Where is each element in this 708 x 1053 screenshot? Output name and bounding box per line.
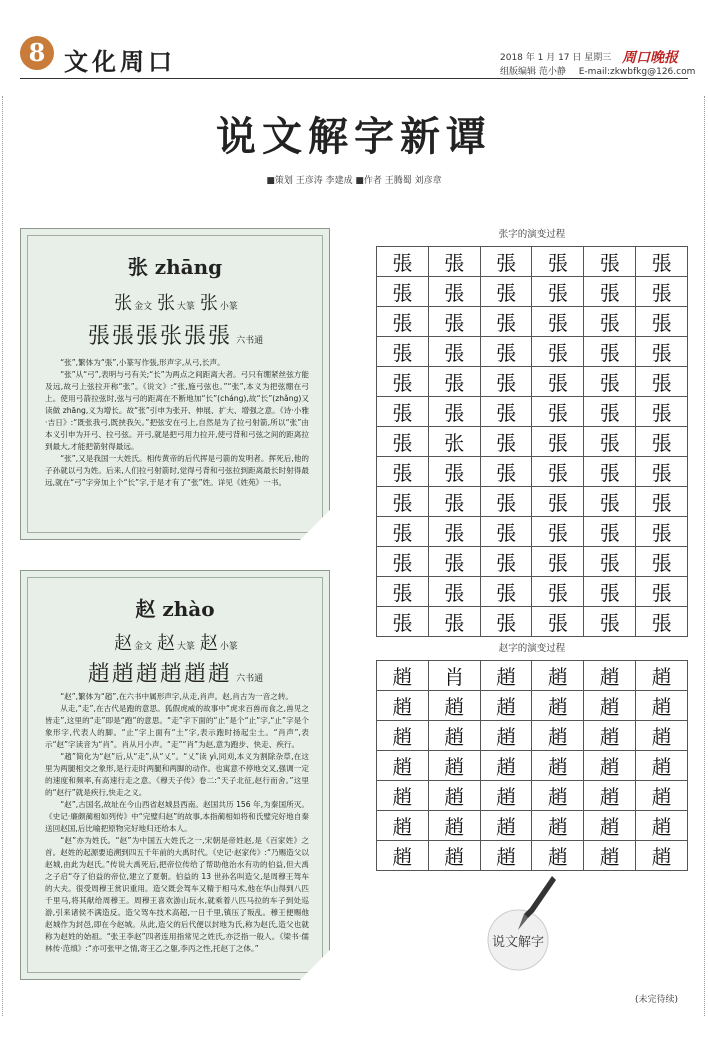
- zhang-grid-cell: 張: [532, 397, 584, 427]
- zhang-grid-row: [377, 277, 688, 307]
- zhang-grid-cell: 張: [377, 517, 429, 547]
- zhao-grid-cell: 趙: [636, 691, 688, 721]
- zhao-grid-cell: 趙: [584, 811, 636, 841]
- zhao-grid-row: [377, 661, 688, 691]
- to-be-continued: (未完待续): [634, 995, 678, 1005]
- article-title: 说文解字新谭: [216, 113, 492, 160]
- zhang-grid-cell: 張: [584, 547, 636, 577]
- zhao-grid-cell: 趙: [532, 691, 584, 721]
- zhao-grid-row: [377, 811, 688, 841]
- zhao-grid-cell: 趙: [480, 661, 532, 691]
- zhang-grid-row: [377, 577, 688, 607]
- zhang-grid-cell: 張: [584, 577, 636, 607]
- zhao-grid-row: [377, 841, 688, 871]
- zhang-grid-cell: 張: [584, 607, 636, 637]
- date-line: 2018 年 1 月 17 日 星期三: [500, 53, 612, 63]
- zhao-grid-cell: 趙: [480, 811, 532, 841]
- zhang-grid-cell: 張: [377, 427, 429, 457]
- zhang-grid-cell: 張: [480, 337, 532, 367]
- zhang-form-label: 大篆: [176, 302, 195, 312]
- zhang-grid-cell: 張: [532, 277, 584, 307]
- zhao-grid-cell: 趙: [377, 841, 429, 871]
- zhang-grid-cell: 張: [532, 517, 584, 547]
- zhang-grid-cell: 張: [480, 397, 532, 427]
- zhang-grid-cell: 張: [584, 457, 636, 487]
- zhao-paragraph: “趙”简化为“赵”后,从“走”,从“乂”。“乂”读 yì,同刈,本义为割除杂草,在这里为两腿相交之象形,是行走时两腿和两脚的动作。也寓意不停地交叉,强调一定的速度和频率,有高速行走之意。《穆天子传》卷二:“天子北征,赵行而舍。”这里的“赵行”就是疾行,快走之义。: [45, 752, 309, 797]
- zhang-grid-cell: 張: [428, 577, 480, 607]
- zhao-grid-cell: 趙: [428, 781, 480, 811]
- zhao-grid-cell: 肖: [428, 661, 480, 691]
- zhang-grid-cell: 張: [377, 307, 429, 337]
- zhang-grid-cell: 張: [532, 547, 584, 577]
- section-name: 文化周口: [64, 47, 176, 76]
- zhao-grid-row: [377, 751, 688, 781]
- header-meta: [500, 50, 696, 78]
- zhao-grid-cell: 趙: [480, 781, 532, 811]
- zhang-grid-cell: 張: [480, 577, 532, 607]
- zhang-grid-cell: 張: [480, 457, 532, 487]
- zhao-grid-caption: 赵字的演变过程: [498, 643, 566, 654]
- zhang-grid-cell: 張: [428, 367, 480, 397]
- page-number: 8: [20, 36, 54, 70]
- zhao-grid-cell: 趙: [377, 781, 429, 811]
- zhao-grid-cell: 趙: [636, 841, 688, 871]
- zhang-grid-row: [377, 337, 688, 367]
- zhang-grid-cell: 張: [636, 277, 688, 307]
- zhao-grid-cell: 趙: [377, 691, 429, 721]
- zhang-grid-cell: 張: [428, 397, 480, 427]
- zhang-grid-cell: 張: [377, 547, 429, 577]
- zhao-grid-cell: 趙: [532, 781, 584, 811]
- right-edge-divider: [701, 96, 705, 1016]
- zhao-form-label: 小篆: [219, 642, 238, 652]
- editor-line: 组版编辑 范小静: [500, 67, 566, 77]
- zhao-grid-cell: 趙: [532, 841, 584, 871]
- zhang-grid-row: [377, 307, 688, 337]
- zhang-grid-cell: 張: [532, 337, 584, 367]
- zhao-grid-cell: 趙: [428, 691, 480, 721]
- zhang-grid-cell: 張: [377, 577, 429, 607]
- zhao-grid-cell: 趙: [480, 841, 532, 871]
- zhang-grid-row: [377, 427, 688, 457]
- zhao-paragraph: “赵”,繁体为“趙”,在六书中属形声字,从走,肖声。赵,肖古为一音之转。: [60, 692, 294, 701]
- zhao-grid-cell: 趙: [480, 721, 532, 751]
- zhang-form-glyph: 张: [114, 293, 133, 314]
- zhao-grid-cell: 趙: [377, 721, 429, 751]
- zhang-grid-cell: 張: [636, 397, 688, 427]
- zhao-grid-cell: 趙: [584, 691, 636, 721]
- zhang-grid-cell: 張: [532, 247, 584, 277]
- zhao-liushu-glyph: 趙: [159, 662, 182, 687]
- zhang-grid-cell: 張: [428, 247, 480, 277]
- zhang-grid-cell: 張: [636, 517, 688, 547]
- zhang-grid-cell: 張: [532, 427, 584, 457]
- zhao-grid-cell: 趙: [636, 751, 688, 781]
- zhao-grid-cell: 趙: [480, 751, 532, 781]
- zhang-form-glyph: 张: [156, 293, 175, 314]
- left-edge-divider: [2, 96, 6, 1016]
- zhao-grid-cell: 趙: [636, 781, 688, 811]
- zhang-grid-cell: 張: [428, 487, 480, 517]
- zhao-form-label: 大篆: [176, 642, 195, 652]
- zhang-grid-cell: 張: [584, 367, 636, 397]
- zhao-form-glyph: 赵: [156, 633, 175, 654]
- zhang-grid-cell: 張: [636, 337, 688, 367]
- zhang-liushu-glyph: 張: [183, 324, 206, 349]
- zhang-grid-cell: 張: [584, 277, 636, 307]
- zhao-paragraph: 从走,“走”,在古代是跑的意思。狐假虎威的故事中“虎求百兽而食之,兽见之皆走”,这里的“走”即是“跑”的意思。“走”字下面的“止”是个“止”字,“止”字是个象形字,代表人的脚。“止”字上面有“土”字,表示跑时扬起尘土。“肖声”,表示“赵”字读音为“肖”。肖从月小声。“走”“肖”为赵,意为跑步、快走、疾行。: [45, 704, 309, 749]
- email: E-mail:zkwbfkg@126.com: [578, 67, 696, 77]
- zhang-paragraph: “张”,又是我国一大姓氏。相传黄帝的后代挥是弓箭的发明者。挥死后,他的子孙就以弓为姓。后来,人们拉弓射箭时,觉得弓背和弓弦拉到距离最长时射得最远,就在“弓”字旁加上个“长”字,于是才有了“张”姓。详见《姓苑》一书。: [45, 454, 309, 487]
- zhao-grid-cell: 趙: [532, 661, 584, 691]
- zhang-liushu-label: 六书通: [236, 336, 264, 346]
- zhao-grid-cell: 趙: [480, 691, 532, 721]
- zhao-grid-cell: 趙: [584, 751, 636, 781]
- zhang-grid-cell: 張: [377, 487, 429, 517]
- zhang-grid-cell: 張: [377, 367, 429, 397]
- zhang-grid-row: [377, 397, 688, 427]
- zhang-grid-cell: 張: [532, 457, 584, 487]
- zhang-paragraph: “张”从“弓”,表明与弓有关;“长”为两点之间距离大者。弓只有绷紧丝弦方能及远,故弓上弦拉开称“张”。《说文》:“张,施弓弦也。”“张”,本义为把弦绷在弓上。使用弓箭拉弦时,弦与弓的距离在不断地加“长”(cháng),故“长”(zhǎng)又读做 zhāng,义为增长。故“张”引申为张开、伸展、扩大、增强之意。《诗·小雅·吉日》:“既张我弓,既挟我矢。”把弦安在弓上,自然是为了拉弓射箭,所以“张”由本义引申为开弓、拉弓弦。开弓,就是把弓用力拉开,使弓背和弓弦之间的距离拉到最大,才能把箭射得最远。: [45, 370, 309, 451]
- zhang-liushu-glyph: 張: [111, 324, 134, 349]
- zhang-grid-row: [377, 247, 688, 277]
- zhang-grid-row: [377, 517, 688, 547]
- zhang-grid-cell: 張: [584, 307, 636, 337]
- zhao-liushu-label: 六书通: [236, 674, 264, 684]
- zhao-grid-row: [377, 781, 688, 811]
- zhang-grid-caption: 张字的演变过程: [498, 229, 566, 240]
- zhang-grid-cell: 張: [532, 607, 584, 637]
- zhang-grid-cell: 張: [584, 247, 636, 277]
- zhang-grid-cell: 張: [636, 367, 688, 397]
- zhao-paragraph: “赵”亦为姓氏。“赵”为中国五大姓氏之一,宋朝是帝姓赵,是《百家姓》之首。赵姓的起源要追溯到四五千年前的大禹时代。《史记·赵家传》:“乃赐造父以赵城,由此为赵氏。”传说大禹死后,把帝位传给了帮助他治水有功的伯益,但大禹之子启“夺了伯益的帝位,建立了夏朝。伯益的 13 世孙名叫造父,是周穆王驾车的大夫。很受周穆王赏识重用。造父既会驾车又精于相马术,他在华山得到八匹千里马,将其献给周穆王。周穆王喜欢游山玩水,就乘着八匹马拉的车子到处巡游,引来诸侯不满造反。造父驾车技术高超,一日千里,镇压了叛乱。穆王便赐他赵城作为封邑,即在今赵城。从此,造父的后代便以封地为氏,称为赵氏,造父也就称为赵姓的始祖。“张王李赵”四者连用指常见之姓氏,亦泛指一般人。《梁书·儒林传·范缜》:“亦可张甲之情,寄王乙之躯,李丙之性,托赵丁之体。”: [45, 836, 309, 953]
- zhang-form-label: 小篆: [219, 302, 238, 312]
- zhang-grid-cell: 張: [636, 457, 688, 487]
- zhang-grid-cell: 張: [480, 607, 532, 637]
- zhao-grid-cell: 趙: [428, 841, 480, 871]
- zhang-grid-cell: 張: [377, 247, 429, 277]
- zhao-grid-row: [377, 721, 688, 751]
- zhang-grid-cell: 張: [584, 397, 636, 427]
- zhang-grid-cell: 張: [377, 397, 429, 427]
- zhang-grid-cell: 張: [480, 547, 532, 577]
- zhao-grid-cell: 趙: [428, 751, 480, 781]
- zhang-grid-row: [377, 607, 688, 637]
- zhao-liushu-glyph: 趙: [111, 662, 134, 687]
- zhao-grid-cell: 趙: [584, 841, 636, 871]
- zhang-grid-cell: 張: [428, 457, 480, 487]
- zhang-grid-cell: 張: [584, 517, 636, 547]
- zhang-grid-row: [377, 367, 688, 397]
- zhao-grid-row: [377, 691, 688, 721]
- zhao-grid-cell: 趙: [532, 751, 584, 781]
- zhao-form-label: 金文: [134, 642, 153, 652]
- zhao-grid-cell: 趙: [584, 661, 636, 691]
- zhao-body: [45, 691, 309, 955]
- zhang-grid-cell: 張: [377, 457, 429, 487]
- zhao-grid-cell: 趙: [636, 661, 688, 691]
- zhang-grid-cell: 張: [584, 487, 636, 517]
- zhang-grid-cell: 張: [532, 577, 584, 607]
- zhang-grid-cell: 張: [636, 547, 688, 577]
- zhang-form-glyph: 张: [199, 293, 218, 314]
- zhang-grid-cell: 張: [480, 307, 532, 337]
- zhao-form-glyph: 赵: [114, 633, 133, 654]
- zhang-grid-cell: 张: [428, 427, 480, 457]
- zhang-grid-cell: 張: [428, 277, 480, 307]
- zhang-grid-cell: 張: [377, 277, 429, 307]
- fountain-pen-illustration: [478, 872, 568, 982]
- pen-caption: 说文解字: [491, 935, 545, 950]
- zhang-body: [45, 357, 309, 489]
- zhang-grid-cell: 張: [480, 427, 532, 457]
- zhang-grid-cell: 張: [636, 247, 688, 277]
- zhang-liushu-glyph: 張: [207, 324, 230, 349]
- zhang-paragraph: “张”,繁体为“張”,小篆写作張,形声字,从弓,长声。: [60, 358, 225, 367]
- zhao-grid-cell: 趙: [428, 811, 480, 841]
- zhao-grid-cell: 趙: [584, 781, 636, 811]
- zhang-liushu-glyph: 張: [87, 324, 110, 349]
- zhao-title: 赵 zhào: [135, 597, 215, 621]
- zhao-grid-cell: 趙: [377, 751, 429, 781]
- zhang-form-label: 金文: [134, 302, 153, 312]
- zhang-liushu-glyph: 張: [135, 324, 158, 349]
- zhang-grid-cell: 張: [480, 277, 532, 307]
- zhang-grid-row: [377, 457, 688, 487]
- page-header: [0, 0, 708, 80]
- zhang-grid-cell: 張: [532, 307, 584, 337]
- zhao-forms-row2: [21, 657, 329, 688]
- zhang-grid-cell: 張: [480, 247, 532, 277]
- zhang-grid-cell: 張: [480, 517, 532, 547]
- zhang-grid-cell: 張: [636, 487, 688, 517]
- zhao-grid-cell: 趙: [377, 811, 429, 841]
- zhang-grid-cell: 張: [584, 427, 636, 457]
- zhang-grid-cell: 張: [428, 307, 480, 337]
- zhao-grid-cell: 趙: [532, 721, 584, 751]
- zhang-grid-row: [377, 487, 688, 517]
- zhang-grid-cell: 張: [428, 337, 480, 367]
- zhao-grid-cell: 趙: [636, 811, 688, 841]
- zhang-title: 张 zhāng: [127, 255, 223, 279]
- zhao-evolution-grid: [376, 660, 688, 871]
- zhang-evolution-grid: [376, 246, 688, 637]
- zhang-grid-cell: 張: [377, 337, 429, 367]
- zhang-panel: [20, 228, 330, 540]
- zhao-grid-cell: 趙: [532, 811, 584, 841]
- zhang-grid-cell: 張: [636, 607, 688, 637]
- zhang-grid-cell: 張: [377, 607, 429, 637]
- zhang-grid-cell: 張: [480, 487, 532, 517]
- zhao-paragraph: “赵”,古国名,故址在今山西省赵城县西南。赵国共历 156 年,为秦国所灭。《史记·廉颇蔺相如列传》中“完璧归赵”的故事,本指蔺相如将和氏璧完好地自秦送回赵国,后比喻把原物完好地归还给本人。: [45, 800, 309, 833]
- zhang-grid-cell: 張: [428, 517, 480, 547]
- zhang-forms-row1: [21, 289, 329, 315]
- zhao-forms-row1: [21, 629, 329, 655]
- zhao-grid-cell: 趙: [584, 721, 636, 751]
- article-credits: ■策划 王彦涛 李建成 ■作者 王腾蜀 刘彦章: [266, 176, 442, 186]
- zhao-liushu-glyph: 趙: [135, 662, 158, 687]
- paper-logo: 周口晚报: [622, 50, 678, 66]
- zhang-grid-cell: 張: [636, 577, 688, 607]
- zhao-grid-cell: 趙: [377, 661, 429, 691]
- zhao-panel: [20, 570, 330, 980]
- pen-body: [524, 876, 556, 918]
- zhang-grid-cell: 張: [532, 367, 584, 397]
- zhao-grid-cell: 趙: [428, 721, 480, 751]
- zhang-grid-cell: 張: [428, 547, 480, 577]
- zhao-liushu-glyph: 趙: [207, 662, 230, 687]
- zhang-grid-cell: 張: [532, 487, 584, 517]
- zhang-grid-cell: 張: [584, 337, 636, 367]
- header-rule: [20, 78, 688, 79]
- zhao-liushu-glyph: 趙: [183, 662, 206, 687]
- zhang-grid-cell: 張: [480, 367, 532, 397]
- zhang-forms-row2: [21, 319, 329, 350]
- zhang-liushu-glyph: 张: [159, 324, 182, 349]
- zhao-grid-cell: 趙: [636, 721, 688, 751]
- zhang-grid-cell: 張: [636, 427, 688, 457]
- zhao-form-glyph: 赵: [199, 633, 218, 654]
- zhao-liushu-glyph: 趙: [87, 662, 110, 687]
- zhang-grid-row: [377, 547, 688, 577]
- zhang-grid-cell: 張: [428, 607, 480, 637]
- zhang-grid-cell: 張: [636, 307, 688, 337]
